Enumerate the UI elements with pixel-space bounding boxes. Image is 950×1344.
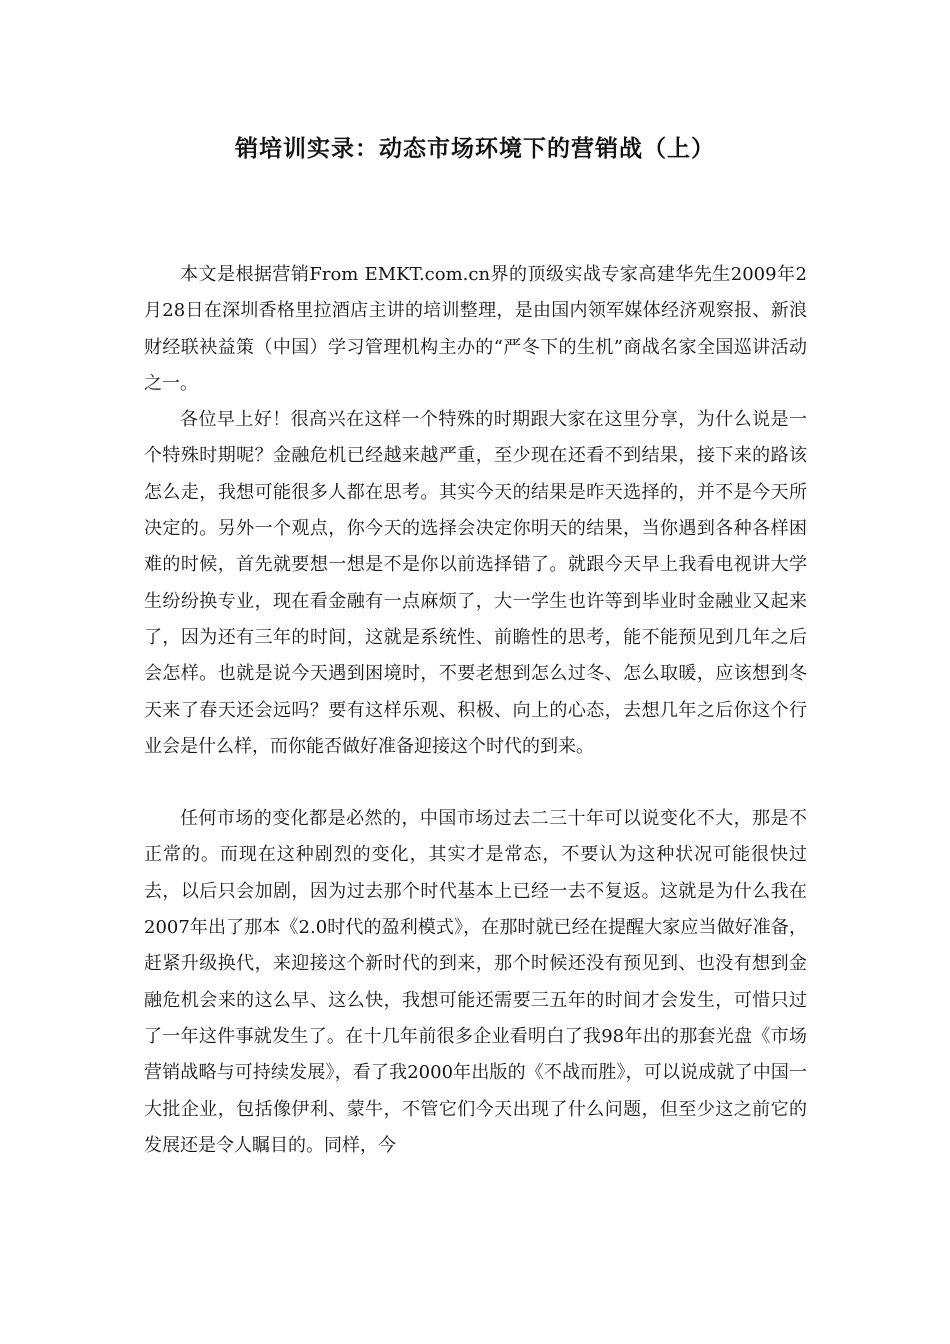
paragraph-spacer (144, 765, 807, 801)
document-title: 销培训实录：动态市场环境下的营销战（上） (235, 135, 715, 162)
speech-paragraph-2: 任何市场的变化都是必然的，中国市场过去二三十年可以说变化不大，那是不正常的。而现在这种剧烈的变化，其实才是常态，不要认为这种状况可能很快过去，以后只会加剧，因为过去那个时代基本上已经一去不复返。这就是为什么我在2007年出了那本《2.0时代的盈利模式》，在那时就已经在提醒大家应当做好准备，赶紧升级换代，来迎接这个新时代的到来，那个时候还没有预见到、也没有想到金融危机会来的这么早、这么快，我想可能还需要三五年的时间才会发生，可惜只过了一年这件事就发生了。在十几年前很多企业看明白了我98年出的那套光盘《市场营销战略与可持续发展》，看了我2000年出版的《不战而胜》，可以说成就了中国一大批企业，包括像伊利、蒙牛，不管它们今天出现了什么问题，但至少这之前它的发展还是令人瞩目的。同样，今 (144, 808, 807, 1156)
speech-paragraph-1: 各位早上好！很高兴在这样一个特殊的时期跟大家在这里分享，为什么说是一个特殊时期呢？金融危机已经越来越严重，至少现在还看不到结果，接下来的路该怎么走，我想可能很多人都在思考。其实今天的结果是昨天选择的，并不是今天所决定的。另外一个观点，你今天的选择会决定你明天的结果，当你遇到各种各样困难的时候，首先就要想一想是不是你以前选择错了。就跟今天早上我看电视讲大学生纷纷换专业，现在看金融有一点麻烦了，大一学生也许等到毕业时金融业又起来了，因为还有三年的时间，这就是系统性、前瞻性的思考，能不能预见到几年之后会怎样。也就是说今天遇到困境时，不要老想到怎么过冬、怎么取暖，应该想到冬天来了春天还会远吗？要有这样乐观、积极、向上的心态，去想几年之后你这个行业会是什么样，而你能否做好准备迎接这个时代的到来。 (144, 409, 807, 757)
document-body (144, 257, 807, 1164)
intro-paragraph: 本文是根据营销From EMKT.com.cn界的顶级实战专家高建华先生2009年2月28日在深圳香格里拉酒店主讲的培训整理，是由国内领军媒体经济观察报、新浪财经联袂益策（中国）学习管理机构主办的“严冬下的生机”商战名家全国巡讲活动之一。 (144, 264, 807, 394)
